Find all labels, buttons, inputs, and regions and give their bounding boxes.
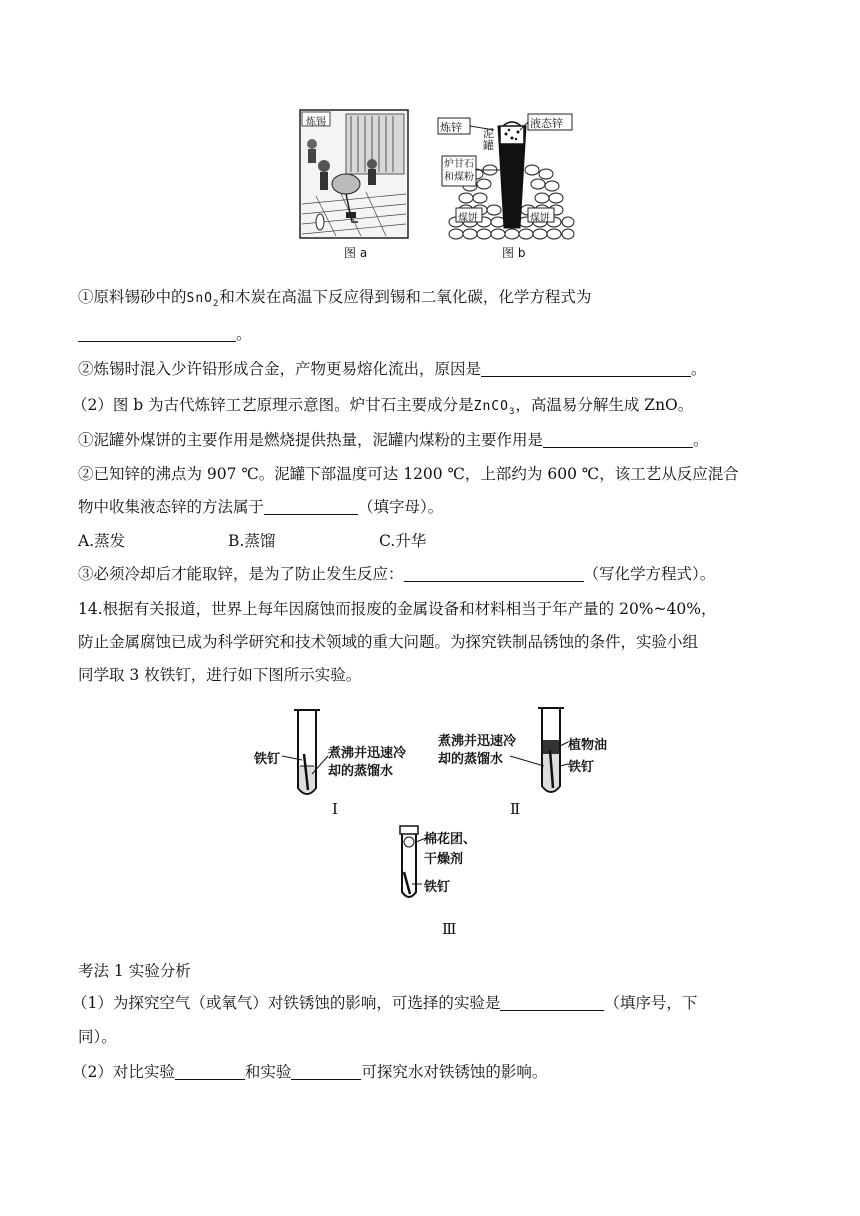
figure-b-label-lianxin: 炼锌 — [440, 121, 462, 134]
q13-line-4 — [72, 394, 693, 423]
answer-blank-method[interactable] — [264, 498, 358, 515]
option-a[interactable]: A.蒸发 — [78, 532, 126, 550]
tube3-label-cotton: 棉花团、 — [424, 832, 477, 847]
figure-b-label-meibing-left: 煤饼 — [458, 213, 478, 224]
q14-p1-text-b: （填序号，下 — [604, 994, 698, 1012]
tube3-label-desiccant: 干燥剂 — [424, 852, 464, 867]
q14-p2-line — [72, 1061, 547, 1083]
tube3-label-nail: 铁钉 — [424, 880, 451, 895]
tube2-label-water-1: 煮沸并迅速冷 — [438, 734, 517, 749]
q13-l9-text-b: （写化学方程式）。 — [583, 565, 716, 583]
q13-l2-end: 。 — [236, 325, 252, 343]
q14-l2-text: 防止金属腐蚀已成为科学研究和技术领域的重大问题。为探究铁制品锈蚀的条件，实验小组 — [78, 633, 699, 651]
tube-1 — [282, 710, 328, 794]
q14-p2-text-c: 可探究水对铁锈蚀的影响。 — [361, 1063, 548, 1081]
q13-l7-text-a: 物中收集液态锌的方法属于 — [78, 498, 265, 516]
tube1-number: Ⅰ — [332, 800, 338, 818]
answer-blank-experiment-air[interactable] — [500, 994, 604, 1011]
answer-blank-experiment-water-1[interactable] — [175, 1063, 245, 1080]
figure-a-inner-label: 炼锡 — [306, 117, 326, 128]
tube2-label-oil: 植物油 — [568, 738, 608, 753]
figure-ab — [296, 104, 576, 266]
q14-p1-line-2 — [78, 1026, 117, 1048]
q14-line-1 — [78, 598, 716, 620]
formula-znco3-sub: 3 — [508, 407, 516, 417]
q13-l7-text-b: （填字母）。 — [358, 498, 444, 516]
answer-blank-experiment-water-2[interactable] — [291, 1063, 361, 1080]
tube1-label-water-2: 却的蒸馏水 — [328, 764, 394, 779]
figure-b-label-luganshi: 炉甘石和煤粉 — [444, 159, 474, 183]
q14-p1-text-c: 同）。 — [78, 1028, 117, 1046]
q13-line-7 — [78, 496, 443, 518]
tube-2 — [510, 708, 568, 792]
answer-blank-reason[interactable] — [481, 360, 691, 377]
answer-blank-equation-1[interactable] — [78, 325, 236, 342]
tube3-number: Ⅲ — [442, 920, 457, 938]
option-b[interactable]: B.蒸馏 — [228, 532, 276, 550]
q13-l4-text-b: ，高温易分解生成 ZnO。 — [515, 396, 694, 414]
q13-l5-text: ①泥罐外煤饼的主要作用是燃烧提供热量，泥罐内煤粉的主要作用是 — [78, 431, 544, 449]
q14-p1-text-a: （1）为探究空气（或氧气）对铁锈蚀的影响，可选择的实验是 — [72, 994, 501, 1012]
q14-p1-line-1 — [72, 992, 697, 1014]
option-c[interactable]: C.升华 — [379, 532, 427, 550]
q13-l3-end: 。 — [691, 360, 707, 378]
q13-line-6 — [78, 463, 739, 485]
q13-l3-text: ②炼锡时混入少许铅形成合金，产物更易熔化流出，原因是 — [78, 360, 482, 378]
tube1-label-water-1: 煮沸并迅速冷 — [328, 746, 407, 761]
formula-znco3 — [473, 399, 516, 417]
q13-l6-text: ②已知锌的沸点为 907 ℃。泥罐下部温度可达 1200 ℃，上部约为 600 ℃，该工艺从反应混合 — [78, 465, 739, 483]
q13-line-2 — [78, 323, 252, 345]
q14-p2-text-a: （2）对比实验 — [72, 1063, 175, 1081]
q13-l9-text-a: ③必须冷却后才能取锌，是为了防止发生反应： — [78, 565, 404, 583]
q13-l4-text-a: （2）图 b 为古代炼锌工艺原理示意图。炉甘石主要成分是 — [72, 396, 474, 414]
q13-line-1 — [78, 286, 591, 315]
tube-3 — [400, 826, 426, 897]
q13-options — [78, 530, 427, 552]
q13-l5-end: 。 — [693, 431, 709, 449]
formula-sno2-sub: 2 — [213, 299, 220, 309]
figure-b-label-yetaixin: 液态锌 — [530, 117, 563, 130]
q14-l1-text: 14.根据有关报道，世界上每年因腐蚀而报废的金属设备和材料相当于年产量的 20%~40%， — [78, 600, 717, 618]
q13-line-5 — [78, 429, 709, 451]
answer-blank-coal-role[interactable] — [543, 431, 693, 448]
formula-znco3-main: ZnCO — [473, 399, 509, 414]
q14-p2-text-b: 和实验 — [244, 1063, 292, 1081]
tube2-label-nail: 铁钉 — [568, 760, 595, 775]
q13-line-3 — [78, 358, 707, 380]
q13-l1-text-a: ①原料锡砂中的 — [78, 288, 187, 306]
q14-l3-text: 同学取 3 枚铁钉，进行如下图所示实验。 — [78, 666, 362, 684]
q14-line-2 — [78, 631, 698, 653]
figure-a-caption: 图 a — [344, 246, 368, 260]
figure-b-label-meibing-right: 煤饼 — [530, 213, 550, 224]
kaofa-heading — [78, 960, 191, 982]
answer-blank-equation-2[interactable] — [404, 565, 584, 582]
figure-b-label-nihuan: 泥罐 — [483, 127, 494, 152]
formula-sno2-main: SnO — [186, 291, 213, 306]
formula-sno2 — [186, 291, 220, 309]
tube2-number: Ⅱ — [510, 800, 521, 818]
kaofa-text: 考法 1 实验分析 — [78, 962, 191, 980]
test-tube-figure — [232, 696, 632, 946]
q13-l1-text-b: 和木炭在高温下反应得到锡和二氧化碳，化学方程式为 — [219, 288, 592, 306]
q14-line-3 — [78, 664, 361, 686]
tube1-label-nail: 铁钉 — [254, 752, 281, 767]
q13-line-9 — [78, 563, 715, 585]
tube2-label-water-2: 却的蒸馏水 — [438, 752, 504, 767]
figure-b-caption: 图 b — [502, 246, 526, 260]
